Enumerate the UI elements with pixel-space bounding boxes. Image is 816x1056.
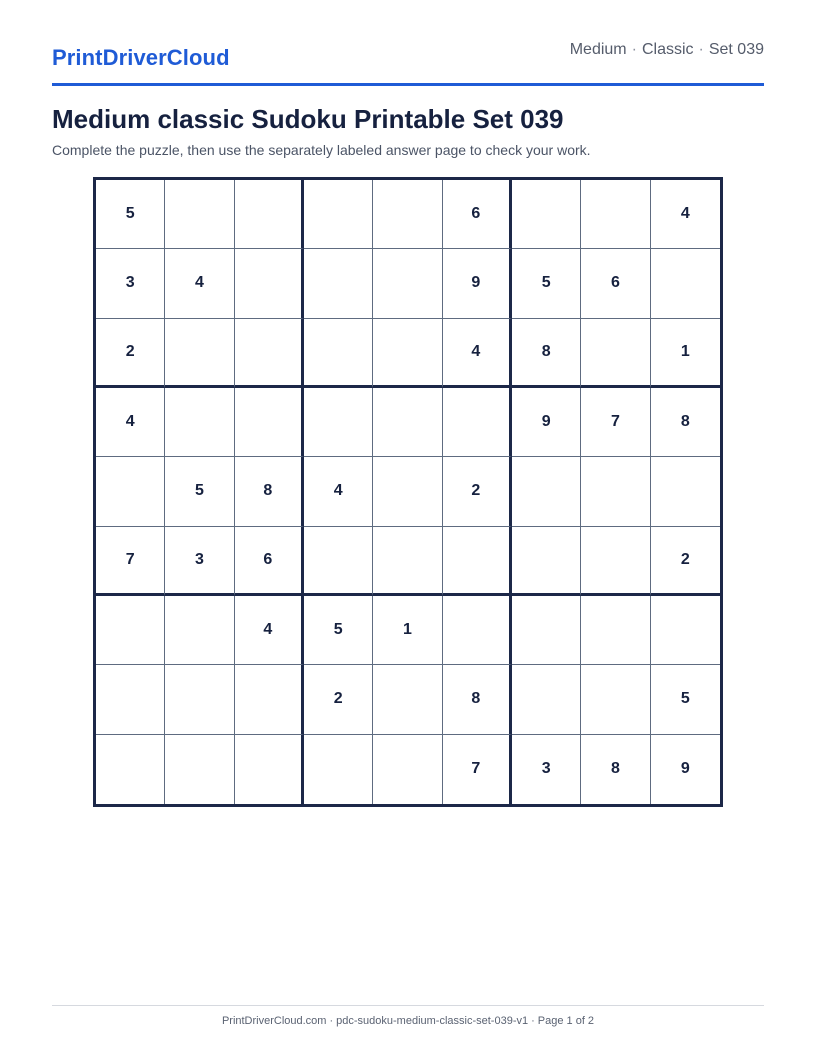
sudoku-cell: 4 [235,596,304,665]
sudoku-cell [581,596,650,665]
sudoku-cell [165,180,234,249]
sudoku-cell: 5 [512,249,581,318]
sudoku-cell [165,735,234,804]
sudoku-cell [96,457,165,526]
sudoku-cell: 1 [651,319,720,388]
sudoku-cell: 5 [96,180,165,249]
sudoku-cell: 6 [235,527,304,596]
footer-page-number: Page 1 of 2 [537,1015,595,1027]
sudoku-cell [651,596,720,665]
sudoku-cell [581,527,650,596]
sudoku-cell [165,665,234,734]
sudoku-cell [304,735,373,804]
sudoku-cell [304,180,373,249]
puzzle-meta [570,41,764,59]
sudoku-cell: 2 [443,457,512,526]
sudoku-cell: 8 [235,457,304,526]
sudoku-cell: 4 [651,180,720,249]
page-subtitle: Complete the puzzle, then use the separately labeled answer page to check your work. [52,142,591,158]
footer-separator: · [531,1015,535,1027]
sudoku-cell [373,665,442,734]
sudoku-cell [581,319,650,388]
sudoku-cell [581,180,650,249]
sudoku-cell: 3 [96,249,165,318]
sudoku-cell: 5 [304,596,373,665]
sudoku-cell: 7 [443,735,512,804]
sudoku-cell [373,527,442,596]
brand-logo-text: PrintDriverCloud [52,45,230,70]
sudoku-cell [304,249,373,318]
sudoku-cell [96,735,165,804]
sudoku-cell [373,180,442,249]
sudoku-cell [165,319,234,388]
sudoku-cell [512,665,581,734]
sudoku-cell [651,457,720,526]
sudoku-cell [373,388,442,457]
sudoku-cell: 6 [581,249,650,318]
sudoku-cell: 9 [512,388,581,457]
sudoku-cell [96,665,165,734]
footer-doc-id: pdc-sudoku-medium-classic-set-039-v1 [336,1015,529,1027]
sudoku-cell [443,388,512,457]
sudoku-cell: 2 [96,319,165,388]
meta-separator: · [698,41,704,58]
sudoku-cell: 2 [651,527,720,596]
sudoku-cell [235,180,304,249]
sudoku-cell [165,596,234,665]
sudoku-cell: 3 [512,735,581,804]
sudoku-cell: 6 [443,180,512,249]
page-footer [52,1005,764,1027]
sudoku-cell [581,457,650,526]
sudoku-cell [373,735,442,804]
sudoku-cell [373,319,442,388]
sudoku-cell: 8 [581,735,650,804]
footer-separator: · [329,1015,334,1027]
sudoku-cell [512,457,581,526]
sudoku-cell: 7 [96,527,165,596]
sudoku-cell [373,249,442,318]
sudoku-cell: 5 [651,665,720,734]
sudoku-grid [93,177,723,807]
sudoku-cell [373,457,442,526]
sudoku-cell: 9 [443,249,512,318]
sudoku-cell [512,180,581,249]
sudoku-cell [304,319,373,388]
sudoku-cell: 2 [304,665,373,734]
meta-difficulty: Medium [569,41,627,58]
page-header [52,36,764,86]
sudoku-cell: 5 [165,457,234,526]
meta-separator: · [631,41,637,58]
sudoku-cell: 4 [165,249,234,318]
sudoku-cell: 4 [96,388,165,457]
sudoku-cell: 4 [304,457,373,526]
sudoku-cell [304,527,373,596]
footer-site: PrintDriverCloud.com [221,1015,327,1027]
sudoku-cell [235,735,304,804]
page-title: Medium classic Sudoku Printable Set 039 [52,104,564,134]
sudoku-cell [443,527,512,596]
meta-style: Classic [641,41,694,58]
sudoku-cell: 7 [581,388,650,457]
sudoku-cell: 9 [680,760,690,778]
sudoku-cell [96,596,165,665]
sudoku-cell [235,665,304,734]
sudoku-cell [235,319,304,388]
sudoku-cell [235,388,304,457]
sudoku-cell: 8 [512,319,581,388]
sudoku-cell: 3 [165,527,234,596]
sudoku-cell: 8 [443,665,512,734]
sudoku-cell [235,249,304,318]
sudoku-cell [512,527,581,596]
sudoku-cell [512,596,581,665]
meta-set: Set 039 [708,41,764,58]
sudoku-cell: 8 [651,388,720,457]
sudoku-cell: 1 [373,596,442,665]
sudoku-cell [581,665,650,734]
sudoku-cell [651,249,720,318]
sudoku-cell [443,596,512,665]
sudoku-cell [165,388,234,457]
sudoku-cell [304,388,373,457]
sudoku-cell: 4 [443,319,512,388]
